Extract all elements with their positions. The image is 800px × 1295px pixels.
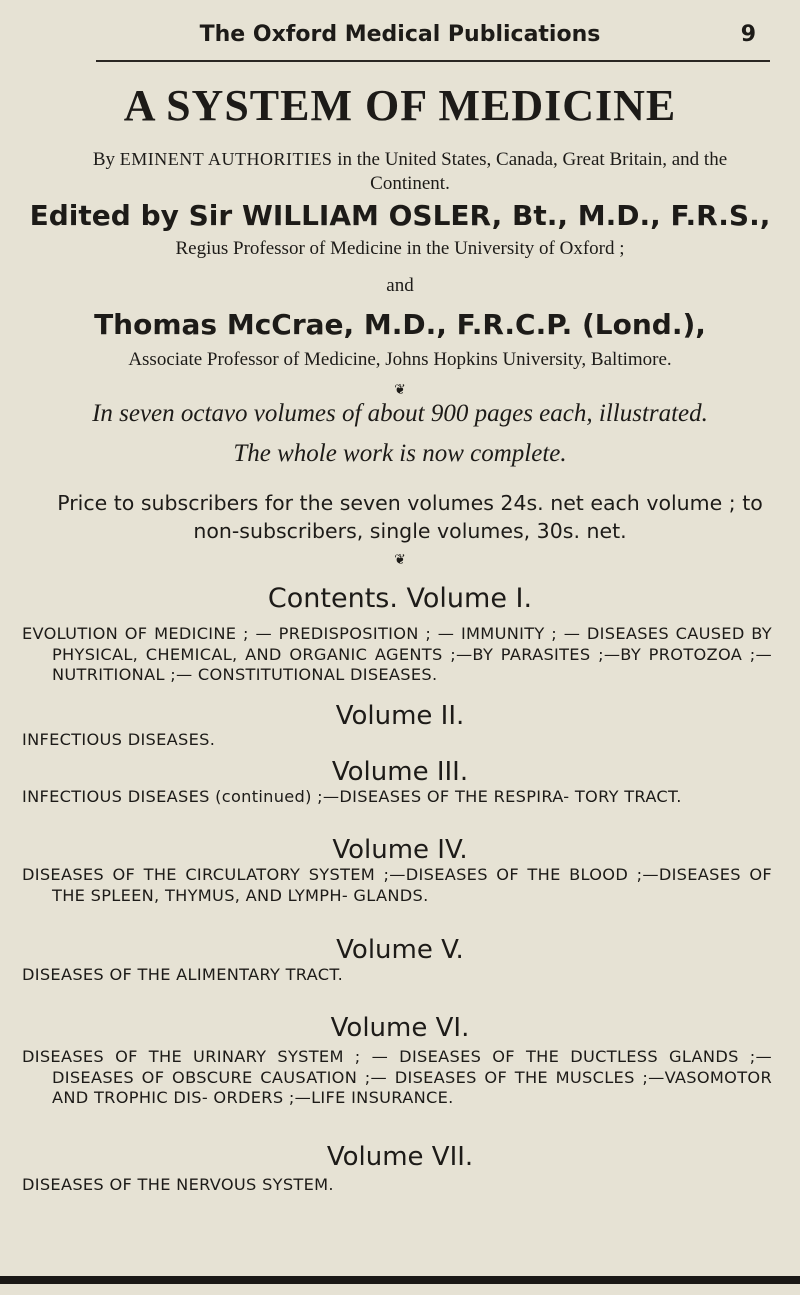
page-number: 9: [740, 22, 756, 47]
volume-1-contents: EVOLUTION OF MEDICINE ; — PREDISPOSITION ; — IMMUNITY ; — DISEASES CAUSED BY PHYSICAL, CHEMICAL, AND ORGANIC AGENTS ;—BY PARASITES ;—BY PROTOZOA ;—NUTRITIONAL ;— CONSTITUTIONAL DISEASES.: [22, 624, 772, 684]
by-prefix: By: [92, 149, 120, 170]
volume-6-contents: DISEASES OF THE URINARY SYSTEM ; — DISEASES OF THE DUCTLESS GLANDS ;—DISEASES OF OBSCURE CAUSATION ;— DISEASES OF THE MUSCLES ;—VASOMOTOR AND TROPHIC DIS- ORDERS ;—LIFE INSURANCE.: [22, 1047, 772, 1107]
volume-2-contents: INFECTIOUS DISEASES.: [22, 730, 216, 749]
ornament-icon: ❦: [394, 553, 406, 568]
volume-6-heading: Volume VI.: [330, 1013, 470, 1043]
volume-5-contents: DISEASES OF THE ALIMENTARY TRACT.: [22, 965, 344, 984]
running-head: [0, 22, 800, 56]
editor-osler-affiliation: Regius Professor of Medicine in the University of Oxford ;: [175, 238, 625, 259]
volume-4-contents: DISEASES OF THE CIRCULATORY SYSTEM ;—DISEASES OF THE BLOOD ;—DISEASES OF THE SPLEEN, THYMUS, AND LYMPH- GLANDS.: [22, 865, 772, 905]
volume-description: In seven octavo volumes of about 900 pages each, illustrated.: [92, 400, 708, 427]
running-head-title: The Oxford Medical Publications: [199, 22, 601, 47]
authorities-text: EMINENT AUTHORITIES: [119, 149, 333, 169]
contents-heading: Contents. Volume I.: [267, 583, 533, 614]
editor-mccrae: Thomas McCrae, M.D., F.R.C.P. (Lond.),: [94, 308, 706, 341]
editor-mccrae-affiliation: Associate Professor of Medicine, Johns Hopkins University, Baltimore.: [128, 349, 672, 370]
volume-7-contents: DISEASES OF THE NERVOUS SYSTEM.: [22, 1175, 334, 1194]
book-title: A SYSTEM OF MEDICINE: [123, 81, 677, 130]
by-suffix: in the United States, Canada, Great Britain, and the Continent.: [332, 149, 728, 194]
authorities-line: [60, 147, 760, 196]
ornament-icon: ❦: [394, 383, 406, 398]
header-rule: [96, 60, 770, 62]
volume-5-heading: Volume V.: [336, 935, 464, 965]
volume-2-heading: Volume II.: [335, 701, 465, 731]
price-statement: Price to subscribers for the seven volumes 24s. net each volume ; to non-subscribers, single volumes, 30s. net.: [57, 491, 763, 543]
volume-4-heading: Volume IV.: [332, 835, 468, 865]
bottom-border: [0, 1276, 800, 1284]
editors-conjunction: and: [386, 275, 414, 296]
volume-3-heading: Volume III.: [331, 757, 469, 787]
editor-osler: Edited by Sir WILLIAM OSLER, Bt., M.D., F.R.S.,: [29, 199, 771, 232]
volume-7-heading: Volume VII.: [326, 1142, 474, 1172]
completion-note: The whole work is now complete.: [233, 440, 567, 467]
volume-3-contents: INFECTIOUS DISEASES (continued) ;—DISEASES OF THE RESPIRA- TORY TRACT.: [22, 787, 682, 806]
